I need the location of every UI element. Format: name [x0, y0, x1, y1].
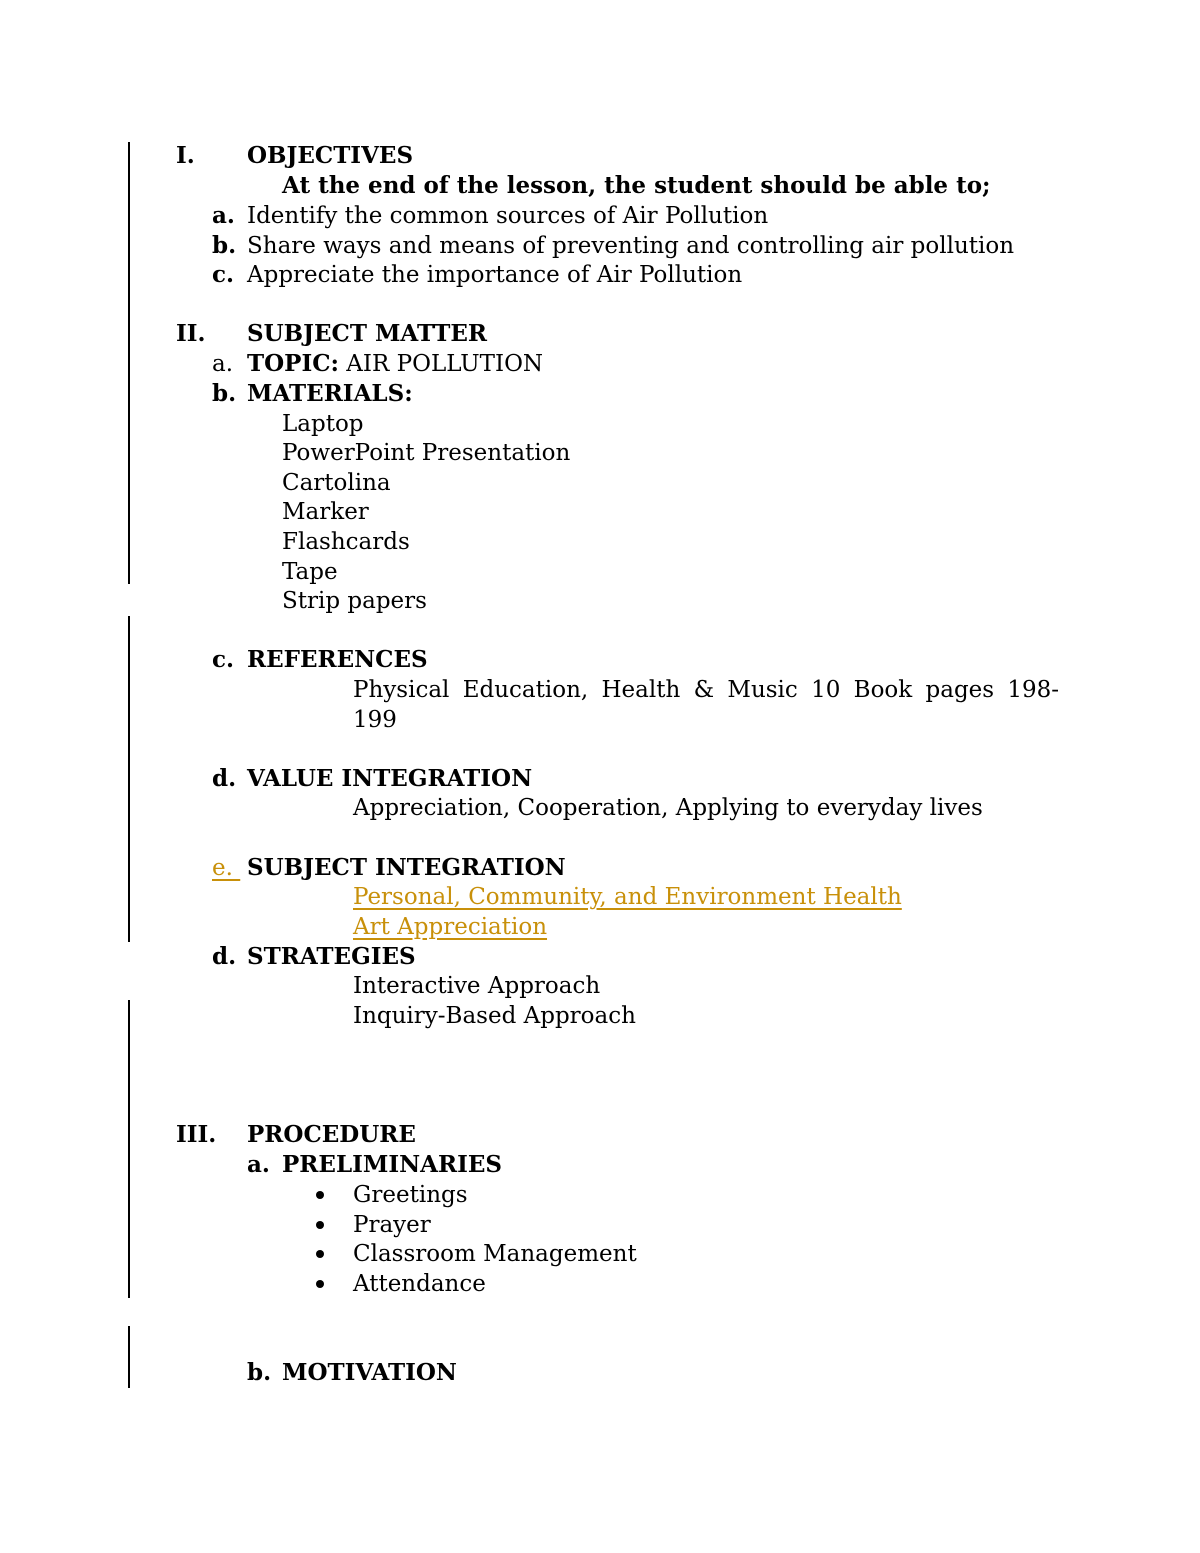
- list-letter: c.: [212, 646, 235, 673]
- list-letter: b.: [247, 1359, 272, 1386]
- list-letter: b.: [212, 232, 237, 259]
- subject-integration-item: Art Appreciation: [353, 914, 548, 940]
- preliminary-item: Attendance: [353, 1271, 486, 1297]
- references-line: Physical Education, Health & Music 10 Book pages 198-: [353, 677, 1060, 703]
- material-item: Tape: [282, 559, 338, 585]
- strategies-label: STRATEGIES: [247, 943, 416, 970]
- change-bar: [128, 1326, 130, 1388]
- strategy-item: Inquiry-Based Approach: [353, 1003, 636, 1029]
- objective-item: Share ways and means of preventing and controlling air pollution: [247, 233, 1015, 259]
- list-letter: c.: [212, 261, 235, 288]
- references-label: REFERENCES: [247, 646, 428, 673]
- material-item: Flashcards: [282, 529, 410, 555]
- list-letter: a.: [212, 351, 234, 377]
- objectives-intro: At the end of the lesson, the student should be able to;: [282, 172, 991, 199]
- topic-line: [247, 349, 543, 379]
- topic-label: TOPIC:: [247, 350, 339, 377]
- subject-integration-label: SUBJECT INTEGRATION: [247, 854, 566, 881]
- topic-value: AIR POLLUTION: [339, 351, 544, 377]
- materials-label: MATERIALS:: [247, 380, 413, 407]
- section-heading-subject-matter: SUBJECT MATTER: [247, 320, 488, 347]
- material-item: PowerPoint Presentation: [282, 440, 571, 466]
- list-letter: d.: [212, 765, 237, 792]
- preliminary-item: Classroom Management: [353, 1241, 637, 1267]
- bullet-icon: [316, 1280, 324, 1288]
- section-numeral: II.: [176, 320, 206, 347]
- section-heading-procedure: PROCEDURE: [247, 1121, 416, 1148]
- bullet-icon: [316, 1191, 324, 1199]
- list-letter: d.: [212, 943, 237, 970]
- change-bar: [128, 1000, 130, 1298]
- subject-integration-item: Personal, Community, and Environment Health: [353, 884, 902, 910]
- bullet-icon: [316, 1221, 324, 1229]
- bullet-icon: [316, 1250, 324, 1258]
- list-letter: b.: [212, 380, 237, 407]
- section-numeral: III.: [176, 1121, 217, 1148]
- motivation-label: MOTIVATION: [282, 1359, 457, 1386]
- value-integration-text: Appreciation, Cooperation, Applying to everyday lives: [353, 795, 983, 821]
- change-bar: [128, 142, 130, 584]
- references-line: 199: [353, 707, 397, 733]
- section-numeral: I.: [176, 142, 195, 169]
- objective-item: Identify the common sources of Air Pollution: [247, 203, 769, 229]
- value-integration-label: VALUE INTEGRATION: [247, 765, 533, 792]
- material-item: Laptop: [282, 411, 364, 437]
- preliminary-item: Prayer: [353, 1212, 431, 1238]
- material-item: Marker: [282, 499, 369, 525]
- preliminary-item: Greetings: [353, 1182, 468, 1208]
- strategy-item: Interactive Approach: [353, 973, 601, 999]
- objective-item: Appreciate the importance of Air Pollution: [247, 262, 743, 288]
- change-bar: [128, 616, 130, 942]
- list-letter: a.: [247, 1151, 270, 1178]
- section-heading-objectives: OBJECTIVES: [247, 142, 414, 169]
- list-letter: e.: [212, 855, 241, 881]
- list-letter: a.: [212, 202, 235, 229]
- material-item: Cartolina: [282, 470, 391, 496]
- material-item: Strip papers: [282, 588, 427, 614]
- preliminaries-label: PRELIMINARIES: [282, 1151, 502, 1178]
